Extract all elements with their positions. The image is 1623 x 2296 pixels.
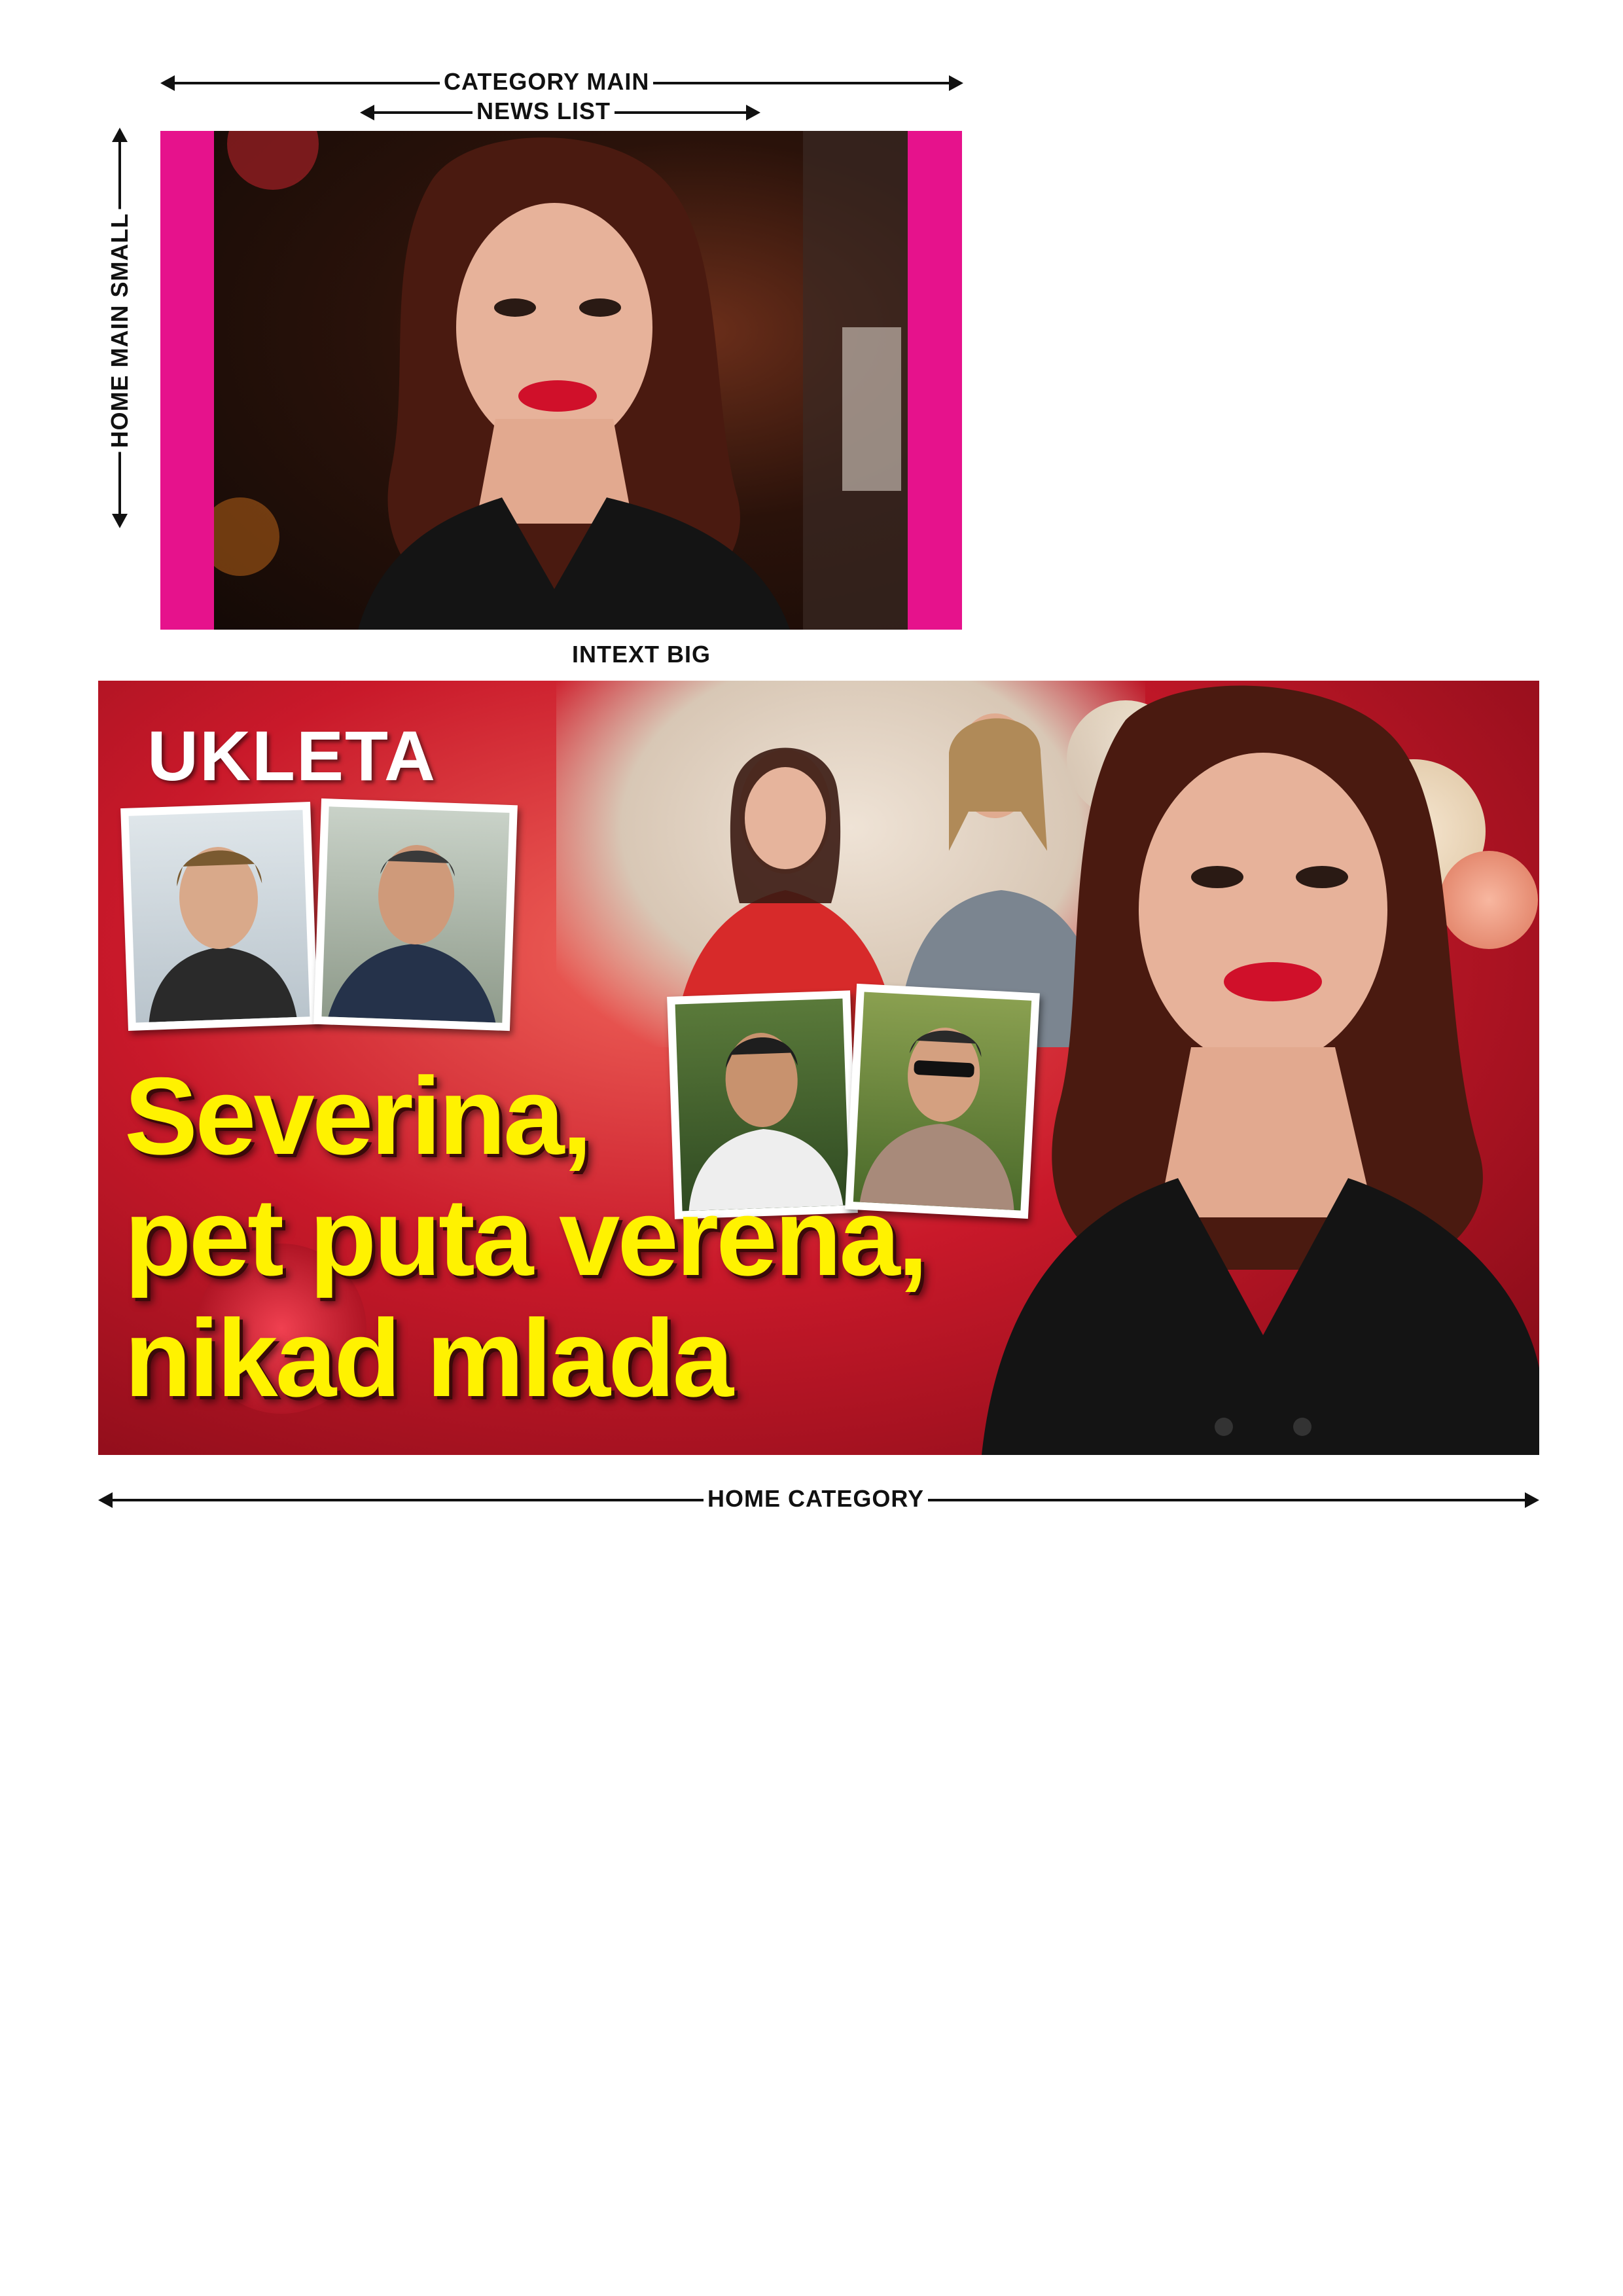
- arrow-left-icon: [360, 105, 374, 120]
- arrow-right-icon: [746, 105, 760, 120]
- home-main-small-label: HOME MAIN SMALL: [107, 209, 133, 452]
- man-photo-card-2: [313, 798, 518, 1031]
- news-list-label: NEWS LIST: [473, 98, 615, 124]
- home-category-label: HOME CATEGORY: [704, 1486, 928, 1512]
- arrow-down-icon: [112, 514, 128, 528]
- article-banner: [98, 681, 1539, 1455]
- headline-line-3: nikad mlada: [124, 1297, 732, 1420]
- arrow-up-icon: [112, 128, 128, 142]
- arrow-left-icon: [98, 1492, 113, 1508]
- man-photo-card-1: [120, 802, 318, 1031]
- category-main-label: CATEGORY MAIN: [440, 69, 653, 95]
- headline-line-2: pet puta verena,: [124, 1175, 926, 1299]
- arrow-left-icon: [160, 75, 175, 91]
- portrait-illustration: [214, 131, 908, 630]
- woman-portrait-photo: [214, 131, 908, 630]
- intext-big-label: INTEXT BIG: [568, 641, 715, 668]
- headline-line-1: Severina,: [124, 1054, 590, 1177]
- preview-image-small: [160, 131, 962, 630]
- arrow-right-icon: [949, 75, 963, 91]
- arrow-right-icon: [1525, 1492, 1539, 1508]
- banner-kicker: UKLETA: [147, 716, 437, 795]
